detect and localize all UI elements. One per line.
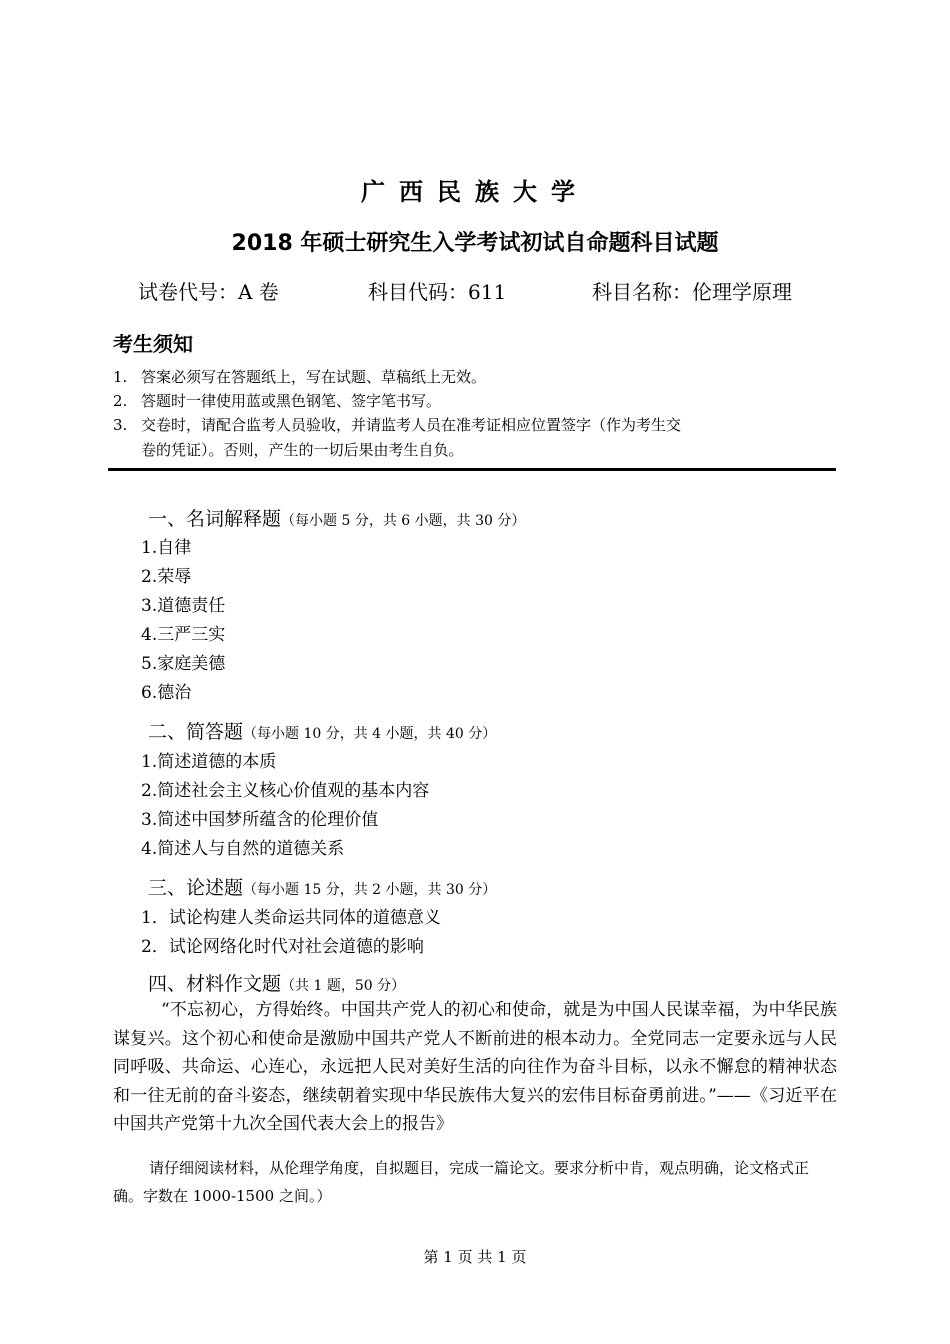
notice-heading: 考生须知 (113, 332, 193, 356)
notice-item: 2. 答题时一律使用蓝或黑色钢笔、签字笔书写。 (113, 392, 442, 410)
university-title: 广西民族大学 (361, 178, 589, 206)
question-item: 4.简述人与自然的道德关系 (141, 839, 345, 859)
question-item: 2．试论网络化时代对社会道德的影响 (141, 937, 424, 957)
question-item: 3.简述中国梦所蕴含的伦理价值 (141, 810, 379, 830)
question-item: 1．试论构建人类命运共同体的道德意义 (141, 908, 441, 928)
subject-name: 科目名称：伦理学原理 (592, 280, 792, 304)
section-heading: 二、简答题（每小题 10 分，共 4 小题，共 40 分） (148, 721, 497, 743)
paper-code: 试卷代号：A 卷 (138, 280, 279, 304)
material-quote: “不忘初心，方得始终。中国共产党人的初心和使命，就是为中国人民谋幸福，为中华民族谋复兴。这个初心和使命是激励中国共产党人不断前进的根本动力。全党同志一定要永远与人民同呼吸、共命运、心连心，永远把人民对美好生活的向往作为奋斗目标，以永不懈怠的精神状态和一往无前的奋斗姿态，继续朝着实现中华民族伟大复兴的宏伟目标奋勇前进。”——《习近平在中国共产党第十九次全国代表大会上的报告》 (113, 1000, 837, 1134)
question-item: 2.简述社会主义核心价值观的基本内容 (141, 781, 430, 801)
section-heading: 一、名词解释题（每小题 5 分，共 6 小题，共 30 分） (148, 508, 526, 530)
page-number: 第 1 页 共 1 页 (423, 1248, 527, 1266)
notice-item-continuation: 卷的凭证）。否则，产生的一切后果由考生自负。 (141, 441, 464, 459)
divider-line (108, 468, 836, 471)
question-item: 4.三严三实 (141, 625, 226, 645)
section-heading: 四、材料作文题（共 1 题，50 分） (148, 973, 406, 995)
question-item: 1.自律 (141, 538, 192, 558)
subject-code: 科目代码：611 (368, 280, 507, 304)
notice-item: 3. 交卷时，请配合监考人员验收，并请监考人员在准考证相应位置签字（作为考生交 (113, 416, 682, 434)
section-heading: 三、论述题（每小题 15 分，共 2 小题，共 30 分） (148, 877, 497, 899)
exam-title: 2018 年硕士研究生入学考试初试自命题科目试题 (231, 231, 719, 256)
question-item: 3.道德责任 (141, 596, 226, 616)
question-item: 5.家庭美德 (141, 654, 226, 674)
question-item: 1.简述道德的本质 (141, 752, 277, 772)
notice-item: 1. 答案必须写在答题纸上，写在试题、草稿纸上无效。 (113, 368, 487, 386)
essay-instruction: 请仔细阅读材料，从伦理学角度，自拟题目，完成一篇论文。要求分析中肯，观点明确，论文格式正确。字数在 1000-1500 之间。） (113, 1159, 810, 1205)
question-item: 2.荣辱 (141, 567, 192, 587)
question-item: 6.德治 (141, 683, 192, 703)
